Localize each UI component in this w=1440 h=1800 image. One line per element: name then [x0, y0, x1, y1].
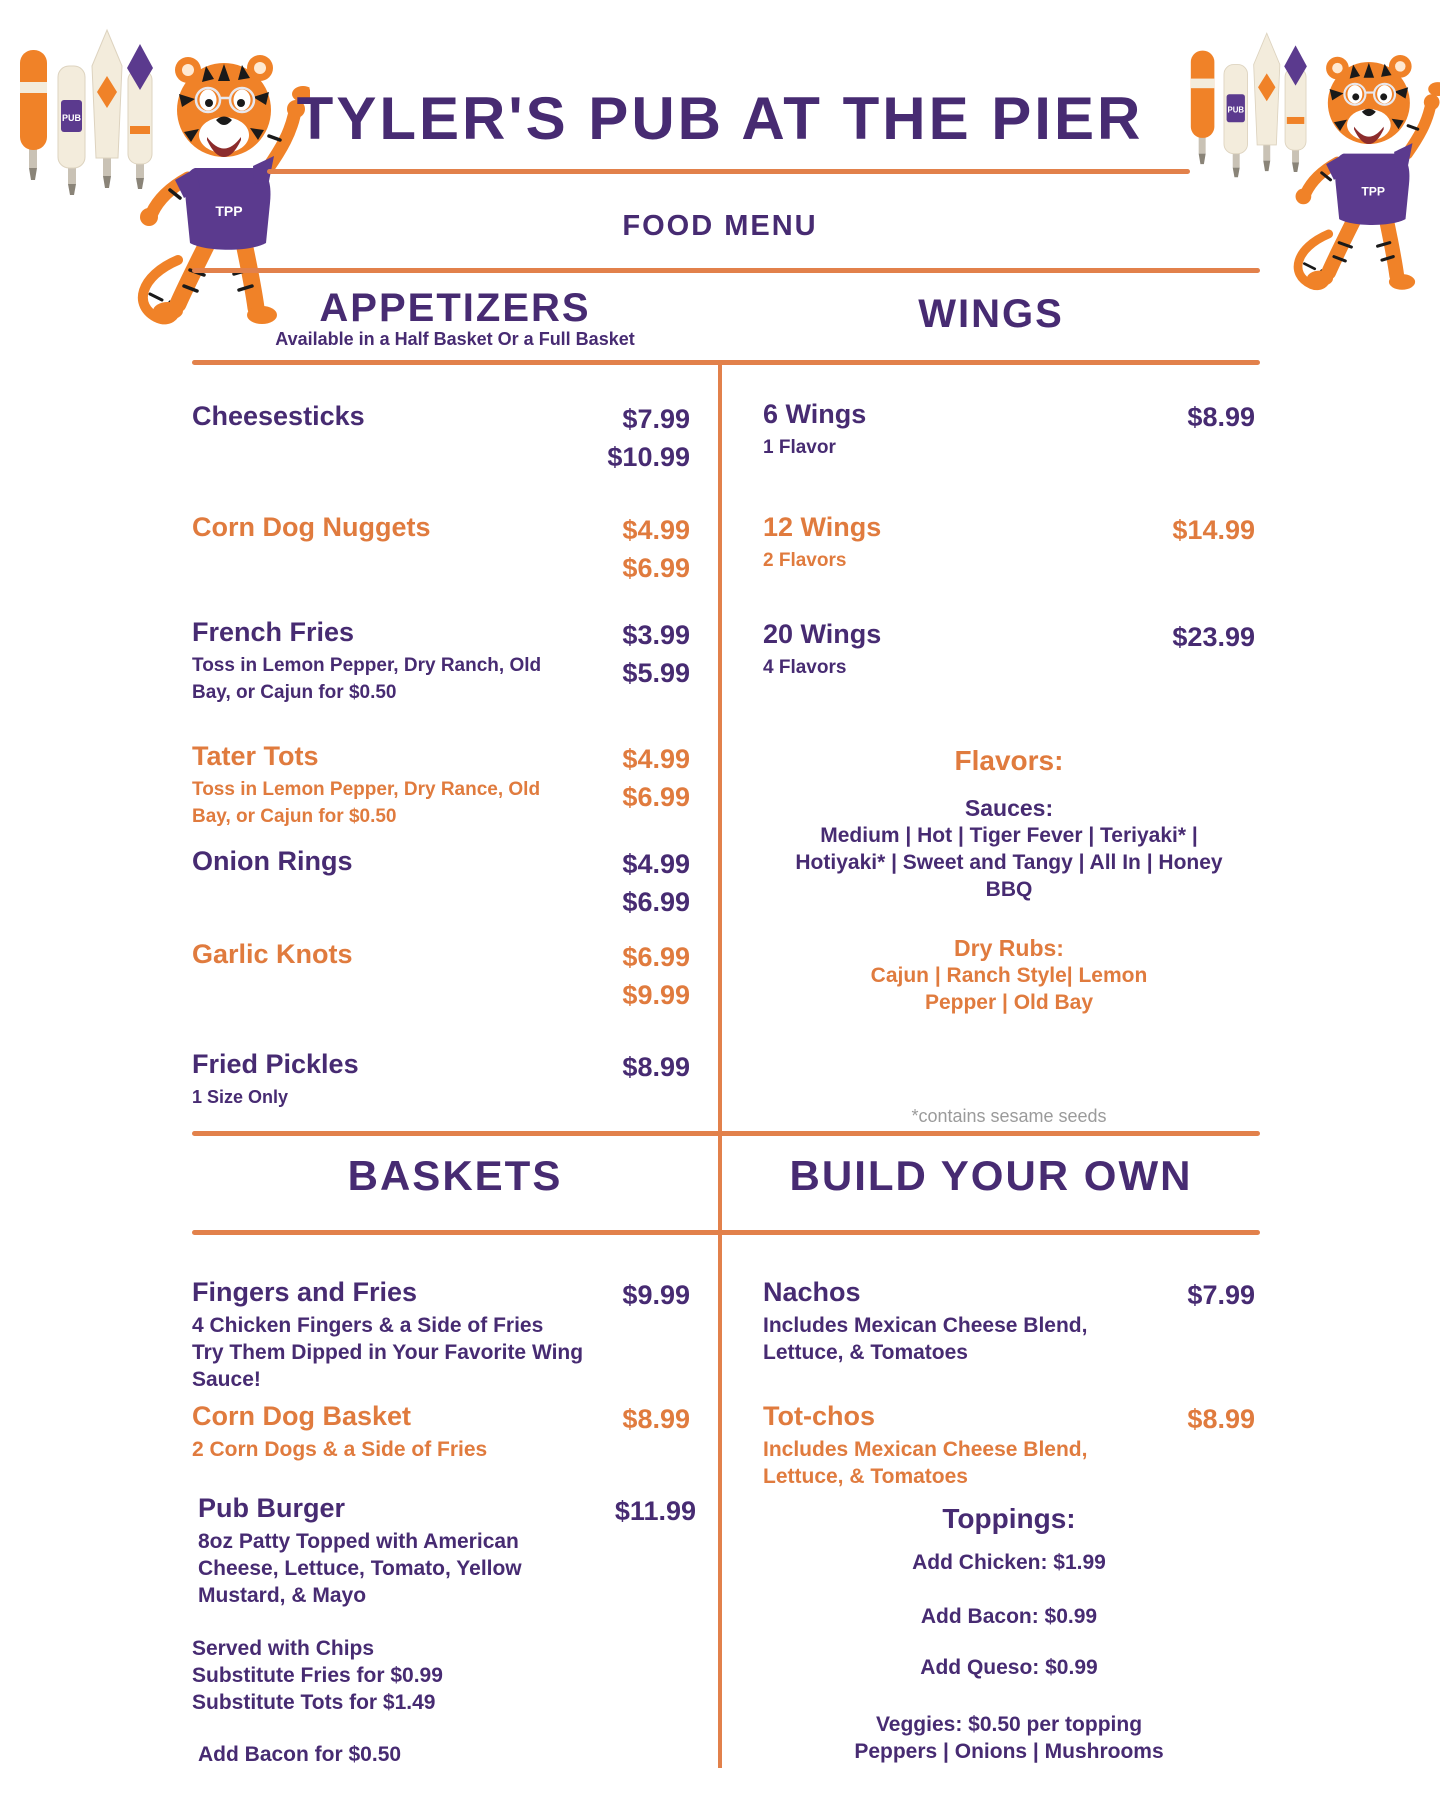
baskets-title: BASKETS	[347, 1152, 563, 1199]
price: $8.99	[1187, 402, 1255, 432]
item-desc: Toss in Lemon Pepper, Dry Rance, Old Bay, or Cajun for $0.50	[192, 779, 541, 827]
item-prices	[1187, 1276, 1255, 1314]
item-prices	[1172, 511, 1255, 549]
menu-item-fried-pickles	[192, 1048, 690, 1111]
menu-item-nachos	[763, 1276, 1255, 1366]
item-name: 12 Wings	[763, 512, 882, 542]
item-prices	[622, 740, 690, 816]
item-name: Onion Rings	[192, 846, 353, 876]
item-desc: Includes Mexican Cheese Blend, Lettuce, & Tomatoes	[763, 1314, 1088, 1364]
price-full: $10.99	[607, 442, 690, 472]
column-divider	[718, 362, 722, 1768]
item-name: 6 Wings	[763, 399, 867, 429]
build-your-own-title: BUILD YOUR OWN	[789, 1152, 1193, 1199]
dry-rubs-title: Dry Rubs:	[954, 935, 1064, 961]
baskets-notes: Served with Chips Substitute Fries for $0.99 Substitute Tots for $1.49	[192, 1637, 443, 1714]
item-prices	[622, 1276, 690, 1314]
title-underline	[267, 169, 1190, 174]
lower-bottom-rule	[192, 1230, 1260, 1235]
topping-add-queso: Add Queso: $0.99	[920, 1656, 1098, 1679]
price-full: $6.99	[622, 782, 690, 812]
toppings-title: Toppings:	[942, 1503, 1076, 1534]
price: $23.99	[1172, 622, 1255, 652]
item-prices	[622, 1048, 690, 1086]
item-prices	[622, 1400, 690, 1438]
price-full: $6.99	[622, 553, 690, 583]
price-half: $6.99	[622, 942, 690, 972]
topping-add-bacon: Add Bacon: $0.99	[920, 1605, 1098, 1628]
item-prices	[622, 511, 690, 587]
menu-item-fingers-and-fries	[192, 1276, 690, 1393]
flavors-title: Flavors:	[954, 745, 1064, 776]
price-half: $3.99	[622, 620, 690, 650]
item-desc: Toss in Lemon Pepper, Dry Ranch, Old Bay, or Cajun for $0.50	[192, 655, 542, 703]
item-name: French Fries	[192, 617, 355, 647]
item-name: Tater Tots	[192, 741, 319, 771]
item-name: Cheesesticks	[192, 401, 365, 431]
menu-item-garlic-knots	[192, 938, 690, 1010]
menu-item-cheesesticks	[192, 400, 690, 472]
price-half: $4.99	[622, 849, 690, 879]
menu-item-tot-chos	[763, 1400, 1255, 1490]
item-desc: 4 Flavors	[763, 657, 847, 678]
price-half: $7.99	[622, 404, 690, 434]
item-name: 20 Wings	[763, 619, 882, 649]
price: $9.99	[622, 1280, 690, 1310]
item-desc: 1 Size Only	[192, 1087, 289, 1107]
menu-item-20-wings	[763, 618, 1255, 681]
wings-title: WINGS	[918, 292, 1064, 336]
item-name: Fingers and Fries	[192, 1277, 418, 1307]
lower-top-rule	[192, 1131, 1260, 1136]
price: $8.99	[622, 1052, 690, 1082]
menu-item-corn-dog-nuggets	[192, 511, 690, 583]
item-prices	[607, 400, 690, 476]
item-prices	[1187, 398, 1255, 436]
item-desc: Includes Mexican Cheese Blend, Lettuce, & Tomatoes	[763, 1438, 1088, 1488]
menu-label: FOOD MENU	[622, 210, 818, 242]
price-full: $9.99	[622, 980, 690, 1010]
menu-item-onion-rings	[192, 845, 690, 917]
price-full: $5.99	[622, 658, 690, 688]
price-full: $6.99	[622, 887, 690, 917]
price: $14.99	[1172, 515, 1255, 545]
sauces-title: Sauces:	[964, 795, 1054, 821]
price: $8.99	[622, 1404, 690, 1434]
item-name: Fried Pickles	[192, 1049, 359, 1079]
appetizers-title: APPETIZERS	[319, 286, 591, 330]
menu-item-12-wings	[763, 511, 1255, 574]
price: $7.99	[1187, 1280, 1255, 1310]
item-name: Garlic Knots	[192, 939, 353, 969]
topping-add-chicken: Add Chicken: $1.99	[912, 1551, 1106, 1574]
sesame-note: *contains sesame seeds	[911, 1106, 1107, 1126]
item-name: Corn Dog Basket	[192, 1401, 412, 1431]
price-half: $4.99	[622, 515, 690, 545]
item-prices	[622, 616, 690, 692]
item-desc: 4 Chicken Fingers & a Side of Fries Try Them Dipped in Your Favorite Wing Sauce!	[192, 1314, 584, 1391]
menu-item-tater-tots	[192, 740, 690, 830]
item-desc: 8oz Patty Topped with American Cheese, Lettuce, Tomato, Yellow Mustard, & Mayo	[198, 1530, 522, 1607]
veggies-note: Veggies: $0.50 per topping Peppers | Onions | Mushrooms	[854, 1713, 1164, 1763]
item-desc: 1 Flavor	[763, 437, 836, 458]
item-name: Nachos	[763, 1277, 861, 1307]
sauces-list: Medium | Hot | Tiger Fever | Teriyaki* | Hotiyaki* | Sweet and Tangy | All In | Honey BBQ	[795, 824, 1223, 901]
menu-item-corn-dog-basket	[192, 1400, 690, 1463]
price: $8.99	[1187, 1404, 1255, 1434]
item-desc: 2 Corn Dogs & a Side of Fries	[192, 1438, 488, 1461]
item-prices	[1172, 618, 1255, 656]
tiger-taps-artwork-right	[1182, 14, 1440, 302]
item-prices	[622, 938, 690, 1014]
section-rule	[192, 360, 1260, 365]
item-name: Corn Dog Nuggets	[192, 512, 431, 542]
menu-item-pub-burger	[198, 1492, 696, 1609]
item-name: Tot-chos	[763, 1401, 875, 1431]
dry-rubs-list: Cajun | Ranch Style| Lemon Pepper | Old Bay	[870, 964, 1148, 1014]
page-title: TYLER'S PUB AT THE PIER	[296, 85, 1144, 152]
item-prices	[615, 1492, 696, 1530]
top-rule	[192, 268, 1260, 273]
price: $11.99	[614, 1496, 696, 1526]
appetizers-subtitle: Available in a Half Basket Or a Full Basket	[275, 329, 635, 349]
menu-item-6-wings	[763, 398, 1255, 461]
menu-item-french-fries	[192, 616, 690, 706]
item-prices	[1187, 1400, 1255, 1438]
price-half: $4.99	[622, 744, 690, 774]
item-name: Pub Burger	[198, 1493, 346, 1523]
add-bacon-note: Add Bacon for $0.50	[198, 1743, 402, 1766]
item-prices	[622, 845, 690, 921]
item-desc: 2 Flavors	[763, 550, 847, 571]
